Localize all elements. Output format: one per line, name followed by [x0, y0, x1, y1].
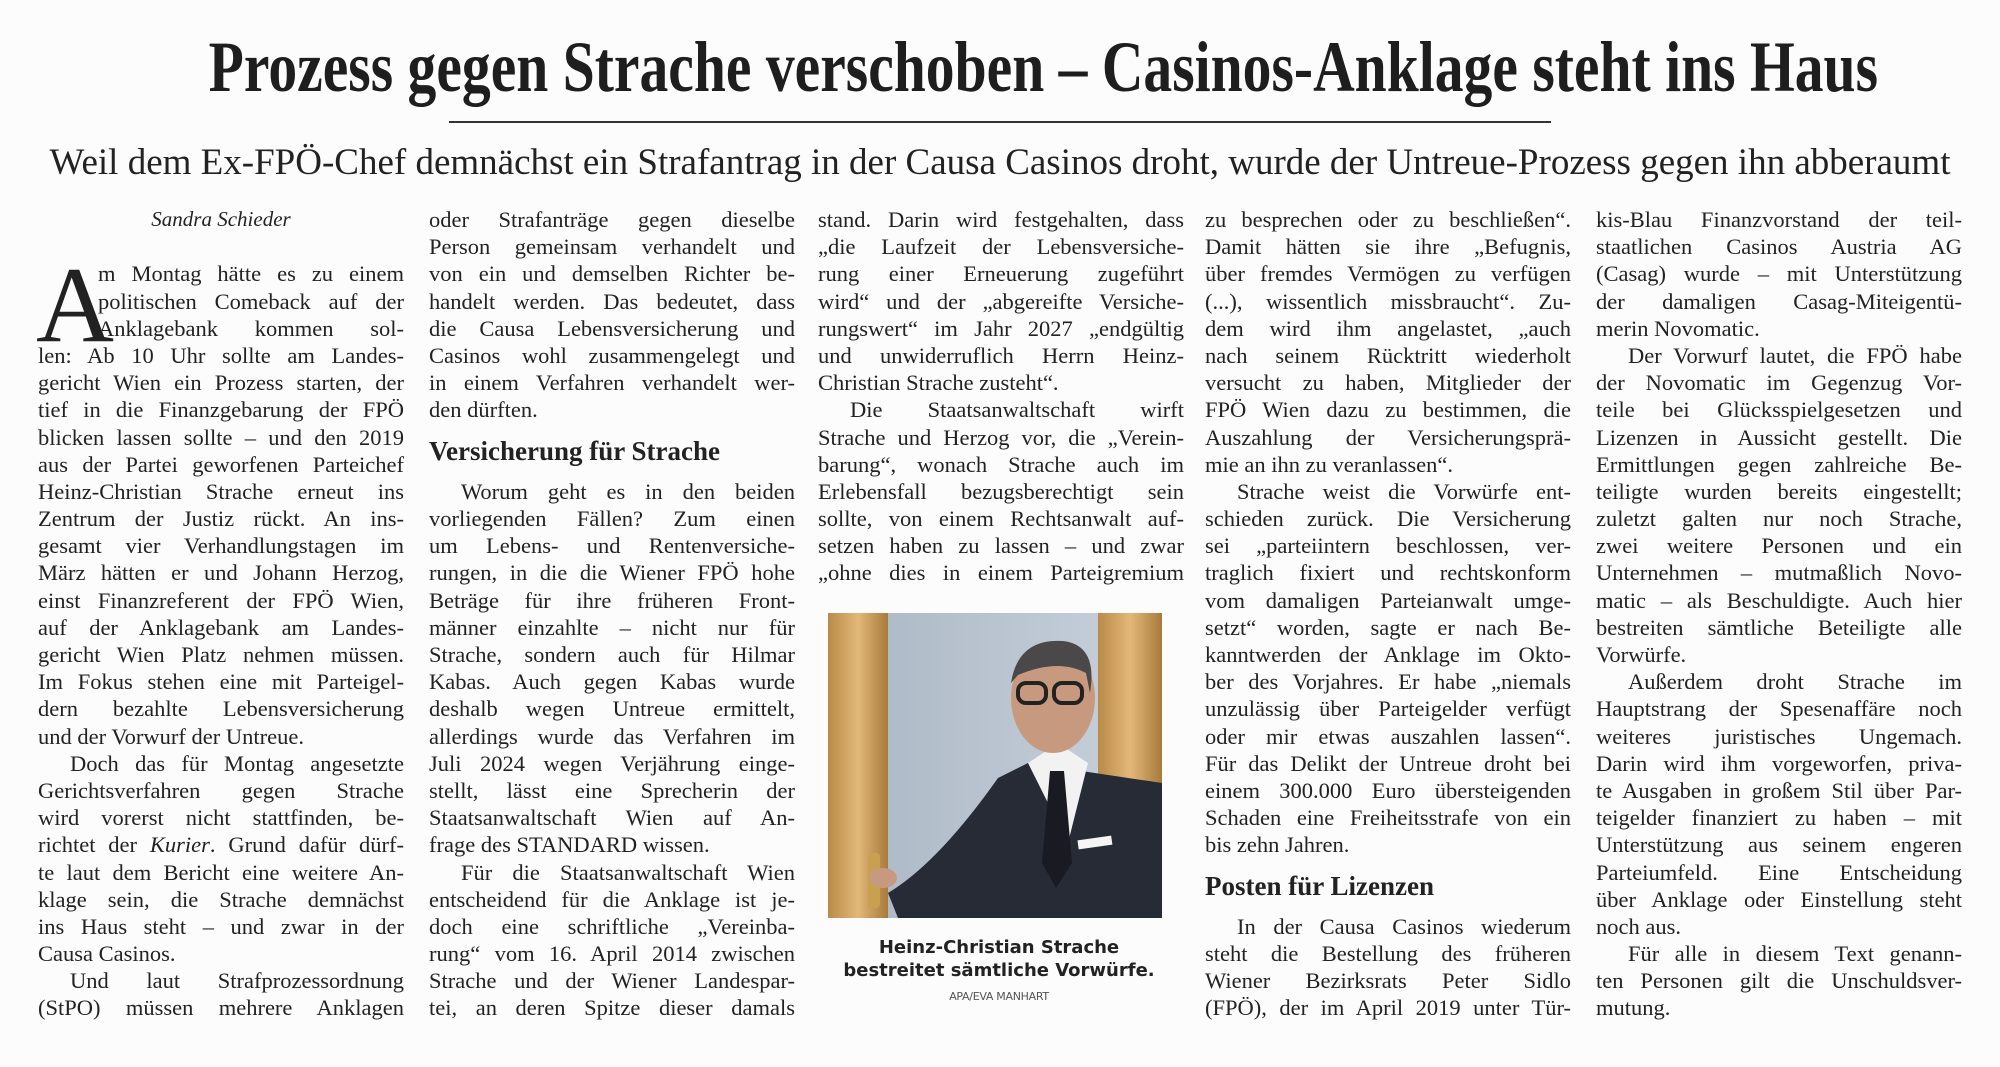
text-line: gericht Wien Platz nehmen müssen. [38, 642, 404, 668]
text-line: nach seinem Rücktritt wiederholt [1205, 342, 1571, 368]
text-line: rung einer Erneuerung zugeführt [818, 261, 1184, 287]
text-line: teiligte wurden bereits eingestellt; [1596, 478, 1962, 504]
text-line: bestreiten sämtliche Beteiligte alle [1596, 614, 1962, 640]
text-line: zu besprechen oder zu beschließen“. [1205, 207, 1571, 232]
text-line: Strache und Herzog vor, die „Verein- [818, 424, 1184, 450]
text-line: barung“, wonach Strache auch im [818, 451, 1184, 477]
paragraph [38, 967, 404, 1021]
text-line: tief in die Finanzgebarung der FPÖ [38, 397, 404, 423]
text-line: politischen Comeback auf der [98, 288, 404, 314]
text-line: die Causa Lebensversicherung und [429, 315, 795, 341]
text-line: Christian Strache zusteht“. [818, 370, 1059, 396]
text-line: Wiener Bezirksrats Peter Sidlo [1205, 968, 1571, 994]
text-line: Unterstützung aus seinem engeren [1596, 832, 1962, 858]
text-line: klage sein, die Strache demnächst [38, 886, 404, 912]
text-line: Juli 2024 wegen Verjährung einge- [429, 750, 795, 776]
drop-cap: A [36, 246, 114, 366]
photo-caption: Heinz-Christian Strache bestreitet sämtliche Vorwürfe. [843, 937, 1155, 981]
article-column-4 [1205, 206, 1571, 1022]
text-line: Gerichtsverfahren gegen Strache [38, 777, 404, 803]
text-line: Strache und der Wiener Landespar- [429, 968, 795, 994]
article-column-1 [38, 206, 404, 1022]
section-heading: Versicherung für Strache [429, 435, 720, 466]
text-line: rungswert“ im Jahr 2027 „endgültig [818, 315, 1184, 341]
text-line: entscheidend für die Anklage ist je- [429, 886, 795, 912]
paragraph [818, 396, 1184, 586]
text-line: gesamt vier Verhandlungstagen im [38, 533, 404, 559]
text-line: unzulässig über Parteigelder verfügt [1205, 696, 1571, 722]
text-line: (Casag) wurde – mit Unterstützung [1596, 261, 1962, 287]
text-line: Auszahlung der Versicherungsprä- [1205, 424, 1571, 450]
text-line: März hätten er und Johann Herzog, [38, 560, 404, 586]
paragraph [36, 246, 404, 749]
text-line: und unwiderruflich Herrn Heinz- [818, 342, 1184, 368]
text-line: dem wird ihm angelastet, „auch [1205, 315, 1571, 341]
text-line: handelt werden. Das bedeutet, dass [429, 288, 795, 314]
text-line: teile bei Glücksspielgesetzen und [1596, 397, 1962, 423]
paragraph [1596, 206, 1962, 342]
text-line: „die Laufzeit der Lebensversiche- [818, 234, 1184, 260]
text-line: Für das Delikt der Untreue droht bei [1205, 750, 1571, 776]
text-line: blicken lassen sollte – und den 2019 [38, 424, 404, 450]
paragraph [1205, 913, 1571, 1022]
paragraph [1205, 478, 1571, 859]
text-line: setzen haben zu lassen – und zwar [818, 533, 1184, 559]
text-line: vom damaligen Parteianwalt umge- [1205, 587, 1571, 613]
text-line: mutung. [1596, 995, 1671, 1021]
article-photo [828, 613, 1162, 918]
text-line: „ohne dies in einem Parteigremium [818, 560, 1184, 586]
text-line: Kabas. Auch gegen Kabas wurde [429, 669, 795, 695]
text-line: in einem Verfahren verhandelt wer- [429, 370, 795, 396]
text-line: traglich fixiert und rechtskonform [1205, 560, 1571, 586]
text-line: frage des STANDARD wissen. [429, 832, 710, 858]
paragraph [818, 206, 1184, 396]
text-line: gericht Wien ein Prozess starten, der [38, 370, 404, 396]
text-line: weiteres juristisches Ungemach. [1596, 723, 1962, 749]
text-line: einst Finanzreferent der FPÖ Wien, [38, 587, 404, 613]
paragraph [38, 750, 404, 968]
paragraph [1596, 342, 1962, 668]
text-line: Beträge für ihre früheren Front- [429, 587, 795, 613]
text-line: merin Novomatic. [1596, 315, 1760, 341]
article-column-2 [429, 206, 795, 1022]
headline: Prozess gegen Strache verschoben – Casinos-Anklage steht ins Haus [208, 27, 1879, 107]
text-line: dern bezahlte Lebensversicherung [38, 696, 404, 722]
text-line: richtet der Kurier. Grund dafür dürf- [38, 832, 404, 858]
text-line: Lizenzen in Aussicht gestellt. Die [1596, 424, 1962, 450]
text-line: den dürften. [429, 397, 538, 423]
text-line: oder Strafanträge gegen dieselbe [429, 207, 795, 232]
photo-credit: APA/EVA MANHART [949, 990, 1049, 1003]
text-line: Darin wird ihm vorgeworfen, priva- [1596, 750, 1962, 776]
text-line: Außerdem droht Strache im [1628, 669, 1962, 695]
text-line: (...), wissentlich missbraucht“. Zu- [1205, 288, 1571, 314]
text-line: teigelder finanziert zu haben – mit [1596, 805, 1962, 831]
article-column-3 [818, 206, 1184, 587]
text-line: rung“ vom 16. April 2014 zwischen [429, 941, 795, 967]
text-line: stellt, lässt eine Sprecherin der [429, 777, 795, 803]
section-heading: Posten für Lizenzen [1205, 870, 1434, 901]
paragraph [1596, 940, 1962, 1022]
text-line: mie an ihn zu veranlassen“. [1205, 451, 1454, 477]
text-line: steht die Bestellung des früheren [1205, 941, 1571, 967]
text-line: Parteiumfeld. Eine Entscheidung [1596, 859, 1962, 885]
text-line: (StPO) müssen mehrere Anklagen [38, 995, 404, 1021]
text-line: FPÖ Wien dazu zu bestimmen, die [1205, 397, 1571, 423]
text-line: Person gemeinsam verhandelt und [429, 234, 795, 260]
text-line: kanntwerden der Anklage im Okto- [1205, 642, 1571, 667]
text-line: einem 300.000 Euro übersteigenden [1205, 777, 1571, 803]
text-line: Worum geht es in den beiden [461, 478, 795, 504]
text-line: Hauptstrang der Spesenaffäre noch [1596, 696, 1962, 722]
text-line: der damaligen Casag-Miteigentü- [1596, 288, 1962, 314]
paragraph [429, 859, 795, 1022]
text-line: rungen, in die die Wiener FPÖ hohe [429, 560, 795, 586]
text-line: te Ausgaben in großem Stil über Par- [1596, 777, 1962, 803]
text-line: wird vorerst nicht stattfinden, be- [38, 805, 404, 831]
headline-divider [449, 121, 1551, 123]
paragraph [429, 478, 795, 859]
text-line: über fremdes Vermögen zu verfügen [1205, 261, 1571, 287]
text-line: Erlebensfall bezugsberechtigt sein [818, 478, 1184, 504]
text-line: sei „parteiintern beschlossen, ver- [1205, 533, 1571, 559]
text-line: schieden zurück. Die Versicherung [1205, 506, 1571, 532]
text-line: aus der Partei geworfenen Parteichef [38, 451, 404, 477]
text-line: auf der Anklagebank am Landes- [38, 614, 404, 640]
text-line: und der Vorwurf der Untreue. [38, 723, 304, 749]
text-line: Staatsanwaltschaft Wien auf An- [429, 805, 795, 831]
text-line: deshalb wegen Untreue ermittelt, [429, 696, 795, 722]
text-line: te laut dem Bericht eine weitere An- [38, 859, 404, 885]
text-line: Zentrum der Justiz rückt. An ins- [38, 506, 404, 532]
text-line: ber des Vorjahres. Er habe „niemals [1205, 669, 1571, 695]
text-line: zuletzt galten nur noch Strache, [1596, 506, 1962, 532]
text-line: ins Haus steht – und zwar in der [38, 913, 404, 939]
text-line: Für alle in diesem Text genann- [1628, 941, 1962, 967]
text-line: stand. Darin wird festgehalten, dass [818, 207, 1184, 232]
text-line: Strache weist die Vorwürfe ent- [1237, 478, 1571, 504]
text-line: Casinos wohl zusammengelegt und [429, 342, 795, 368]
text-line: allerdings wurde das Verfahren im [429, 723, 795, 749]
text-line: matic – als Beschuldigte. Auch hier [1596, 587, 1962, 613]
text-line: setzt“ worden, sagte er nach Be- [1205, 614, 1571, 640]
subheadline: Weil dem Ex-FPÖ-Chef demnächst ein Strafantrag in der Causa Casinos droht, wurde der Untreue-Prozess gegen ihn abberaumt [49, 142, 1951, 183]
paragraph [1205, 206, 1571, 478]
text-line: von ein und demselben Richter be- [429, 261, 795, 287]
paragraph [1596, 668, 1962, 940]
text-line: Unternehmen – mutmaßlich Novo- [1596, 560, 1962, 586]
article-column-5 [1596, 206, 1962, 1022]
text-line: Doch das für Montag angesetzte [70, 750, 404, 776]
text-line: ten Personen gilt die Unschuldsver- [1596, 968, 1962, 994]
text-line: staatlichen Casinos Austria AG [1596, 234, 1962, 260]
text-line: In der Causa Casinos wiederum [1237, 913, 1571, 939]
text-line: männer einzahlte – nicht nur für [429, 614, 795, 640]
text-line: Vorwürfe. [1596, 642, 1687, 667]
text-line: len: Ab 10 Uhr sollte am Landes- [38, 342, 404, 368]
text-line: bis zehn Jahren. [1205, 832, 1350, 858]
text-line: Schaden eine Freiheitsstrafe von ein [1205, 805, 1571, 831]
text-line: oder mir etwas auszahlen lassen“. [1205, 723, 1571, 749]
text-line: Und laut Strafprozessordnung [70, 968, 404, 994]
text-line: Heinz-Christian Strache erneut ins [38, 478, 404, 504]
text-line: der Novomatic im Gegenzug Vor- [1596, 370, 1962, 396]
paragraph [429, 206, 795, 424]
text-line: Die Staatsanwaltschaft wirft [850, 397, 1184, 423]
byline: Sandra Schieder [151, 207, 291, 231]
text-line: kis-Blau Finanzvorstand der teil- [1596, 207, 1962, 232]
text-line: zwei weitere Personen und ein [1596, 533, 1962, 559]
text-line: sollte, von einem Rechtsanwalt auf- [818, 506, 1184, 532]
text-line: Causa Casinos. [38, 941, 176, 967]
text-line: Der Vorwurf lautet, die FPÖ habe [1628, 342, 1962, 368]
text-line: (FPÖ), der im April 2019 unter Tür- [1205, 995, 1571, 1021]
text-line: Anklagebank kommen sol- [98, 315, 404, 341]
text-line: über Anklage oder Einstellung steht [1596, 886, 1962, 912]
text-line: Damit hätten sie ihre „Befugnis, [1205, 234, 1571, 260]
text-line: noch aus. [1596, 913, 1681, 939]
text-line: Strache, sondern auch für Hilmar [429, 642, 795, 668]
text-line: tei, an deren Spitze dieser damals [429, 995, 795, 1021]
text-line: Für die Staatsanwaltschaft Wien [461, 859, 795, 885]
text-line: vorliegenden Fällen? Zum einen [429, 506, 795, 532]
text-line: Ermittlungen gegen zahlreiche Be- [1596, 451, 1962, 477]
text-line: doch eine schriftliche „Vereinba- [429, 913, 795, 939]
text-line: m Montag hätte es zu einem [98, 261, 404, 287]
text-line: wird“ und der „abgereifte Versiche- [818, 288, 1184, 314]
text-line: um Lebens- und Rentenversiche- [429, 533, 795, 559]
text-line: versucht zu haben, Mitglieder der [1205, 370, 1571, 396]
text-line: Im Fokus stehen eine mit Parteigel- [38, 669, 404, 695]
